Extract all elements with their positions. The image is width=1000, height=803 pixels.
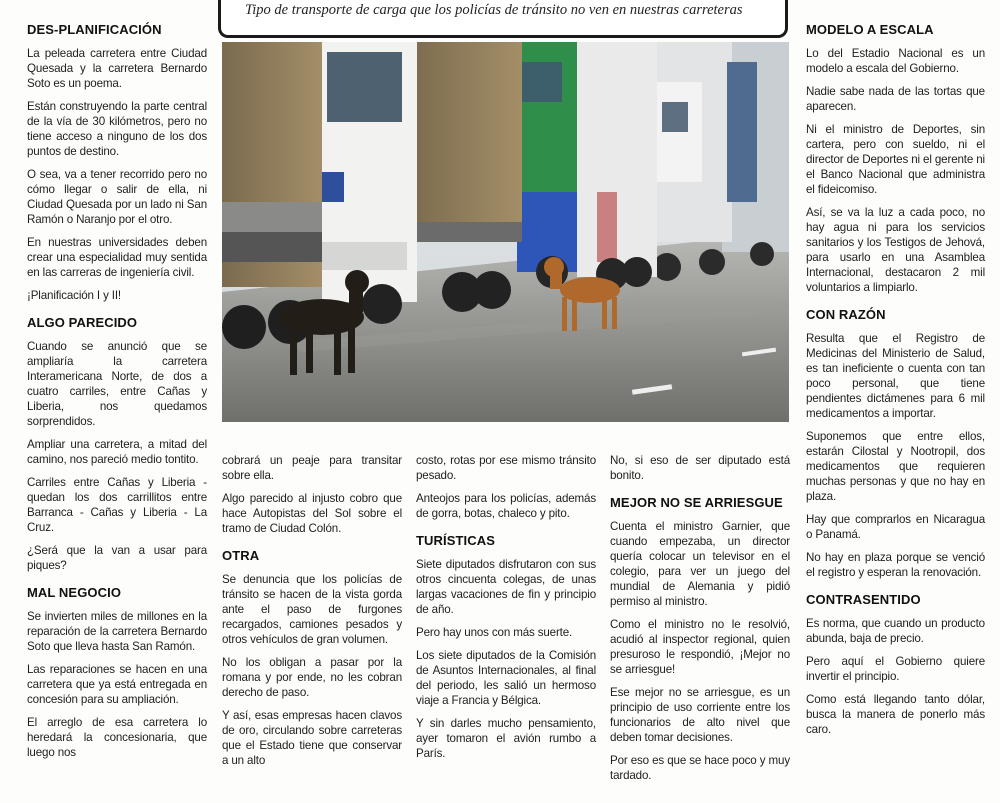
section-heading: MEJOR NO SE ARRIESGUE xyxy=(610,495,783,510)
paragraph: Lo del Estadio Nacional es un modelo a escala del Gobierno. xyxy=(806,47,985,75)
bottom-column-1 xyxy=(222,453,402,776)
paragraph: Suponemos que entre ellos, estarán Cilostal y Nootropil, dos medicamentos que requieren muchas personas y que no hay en plaza. xyxy=(806,430,985,503)
paragraph: Cuenta el ministro Garnier, que cuando empezaba, un director quería colocar un televisor en el colegio, para ver un juego del mundial de Alemania y pidió permiso al ministro. xyxy=(610,520,790,608)
paragraph: cobrará un peaje para transitar sobre ella. xyxy=(222,454,402,482)
paragraph: Por eso es que se hace poco y muy tardado. xyxy=(610,754,790,782)
paragraph: No los obligan a pasar por la romana y por ende, no les cobran derecho de paso. xyxy=(222,656,402,699)
paragraph: En nuestras universidades deben crear una especialidad muy sentida en las carreras de ingeniería civil. xyxy=(27,236,207,279)
section-heading: CON RAZÓN xyxy=(806,307,886,322)
paragraph: Cuando se anunció que se ampliaría la carretera Interamericana Norte, de dos a cuatro carriles, entre Cañas y Liberia, nos quedamos sorprendidos. xyxy=(27,340,207,428)
bottom-column-2 xyxy=(416,453,596,769)
paragraph: Pero hay unos con más suerte. xyxy=(416,626,573,639)
paragraph: ¡Planificación I y II! xyxy=(27,289,121,302)
paragraph: Se denuncia que los policías de tránsito se hacen de la vista gorda ante el paso de furgones recargados, camiones pesados y otros vehículos de gran volumen. xyxy=(222,573,402,646)
paragraph: La peleada carretera entre Ciudad Quesada y la carretera Bernardo Soto es un poema. xyxy=(27,47,207,90)
paragraph: Es norma, que cuando un producto abunda, baja de precio. xyxy=(806,617,985,645)
paragraph: O sea, va a tener recorrido pero no cómo llegar o salir de ella, ni Ciudad Quesada por un lado ni San Ramón o Naranjo por el otro. xyxy=(27,168,207,226)
right-column xyxy=(806,22,985,745)
paragraph: Los siete diputados de la Comisión de Asuntos Internacionales, al final del periodo, les salió un hermoso viaje a Francia y Bélgica. xyxy=(416,649,596,707)
paragraph: Siete diputados disfrutaron con sus otros cincuenta colegas, de unas largas vacaciones de fin y principio de año. xyxy=(416,558,596,616)
paragraph: Anteojos para los policías, además de gorra, botas, chaleco y pito. xyxy=(416,492,596,520)
paragraph: Y así, esas empresas hacen clavos de oro, circulando sobre carreteras que el Estado tiene que conservar a un alto xyxy=(222,709,402,767)
paragraph: Algo parecido al injusto cobro que hace Autopistas del Sol sobre el tramo de Ciudad Colón. xyxy=(222,492,402,535)
paragraph: Están construyendo la parte central de la vía de 30 kilómetros, pero no tiene acceso a ninguno de los dos puntos de destino. xyxy=(27,100,207,158)
section-heading: MAL NEGOCIO xyxy=(27,585,122,600)
paragraph: ¿Será que la van a usar para piques? xyxy=(27,544,207,572)
paragraph: No hay en plaza porque se venció el registro y esperan la renovación. xyxy=(806,551,985,579)
left-column xyxy=(27,22,207,768)
paragraph: Ampliar una carretera, a mitad del camino, nos pareció medio tontito. xyxy=(27,438,207,466)
paragraph: Pero aquí el Gobierno quiere invertir el principio. xyxy=(806,655,985,683)
section-heading: OTRA xyxy=(222,548,260,563)
paragraph: No, si eso de ser diputado está bonito. xyxy=(610,454,790,482)
paragraph: Carriles entre Cañas y Liberia - quedan los dos carrillitos entre Barranca - Cañas y Liberia - La Cruz. xyxy=(27,476,207,534)
section-heading: CONTRASENTIDO xyxy=(806,592,921,607)
section-heading: ALGO PARECIDO xyxy=(27,315,138,330)
paragraph: Y sin darles mucho pensamiento, ayer tomaron el avión rumbo a París. xyxy=(416,717,596,760)
paragraph: Como está llegando tanto dólar, busca la manera de ponerlo más caro. xyxy=(806,693,985,736)
section-heading: MODELO A ESCALA xyxy=(806,22,934,37)
paragraph: Como el ministro no le resolvió, acudió al inspector regional, quien presuroso le respondió, ¡Mejor no se arriesgue! xyxy=(610,618,790,676)
paragraph: costo, rotas por ese mismo tránsito pesado. xyxy=(416,454,596,482)
photo-trucks-dogs xyxy=(222,42,789,422)
paragraph: El arreglo de esa carretera lo heredará la concesionaria, que luego nos xyxy=(27,716,207,759)
section-heading: DES-PLANIFICACIÓN xyxy=(27,22,162,37)
paragraph: Resulta que el Registro de Medicinas del Ministerio de Salud, es tan ineficiente o cuenta con tan poco personal, que tiene pendientes dictámenes para 6 mil medicamentos a importar. xyxy=(806,332,985,420)
bottom-column-3 xyxy=(610,453,790,791)
paragraph: Se invierten miles de millones en la reparación de la carretera Bernardo Soto que lleva hasta San Ramón. xyxy=(27,610,207,653)
paragraph: Las reparaciones se hacen en una carretera que ya está entregada en concesión para su ampliación. xyxy=(27,663,207,706)
section-heading: TURÍSTICAS xyxy=(416,533,495,548)
paragraph: Así, se va la luz a cada poco, no hay agua ni para los servicios sanitarios y los Testigos de Jehová, para usarlo en una Asamblea Internacional, destacaron 2 mil voluntarios a limpiarlo. xyxy=(806,206,985,294)
paragraph: Nadie sabe nada de las tortas que aparecen. xyxy=(806,85,985,113)
paragraph: Ni el ministro de Deportes, sin cartera, pero con sueldo, ni el director de Deportes ni el gerente ni el Banco Nacional que administra el fideicomiso. xyxy=(806,123,985,196)
paragraph: Hay que comprarlos en Nicaragua o Panamá. xyxy=(806,513,985,541)
photo-caption: Tipo de transporte de carga que los policías de tránsito no ven en nuestras carreteras xyxy=(245,2,743,18)
paragraph: Ese mejor no se arriesgue, es un principio de uso corriente entre los funcionarios de alto nivel que deben tomar decisiones. xyxy=(610,686,790,744)
